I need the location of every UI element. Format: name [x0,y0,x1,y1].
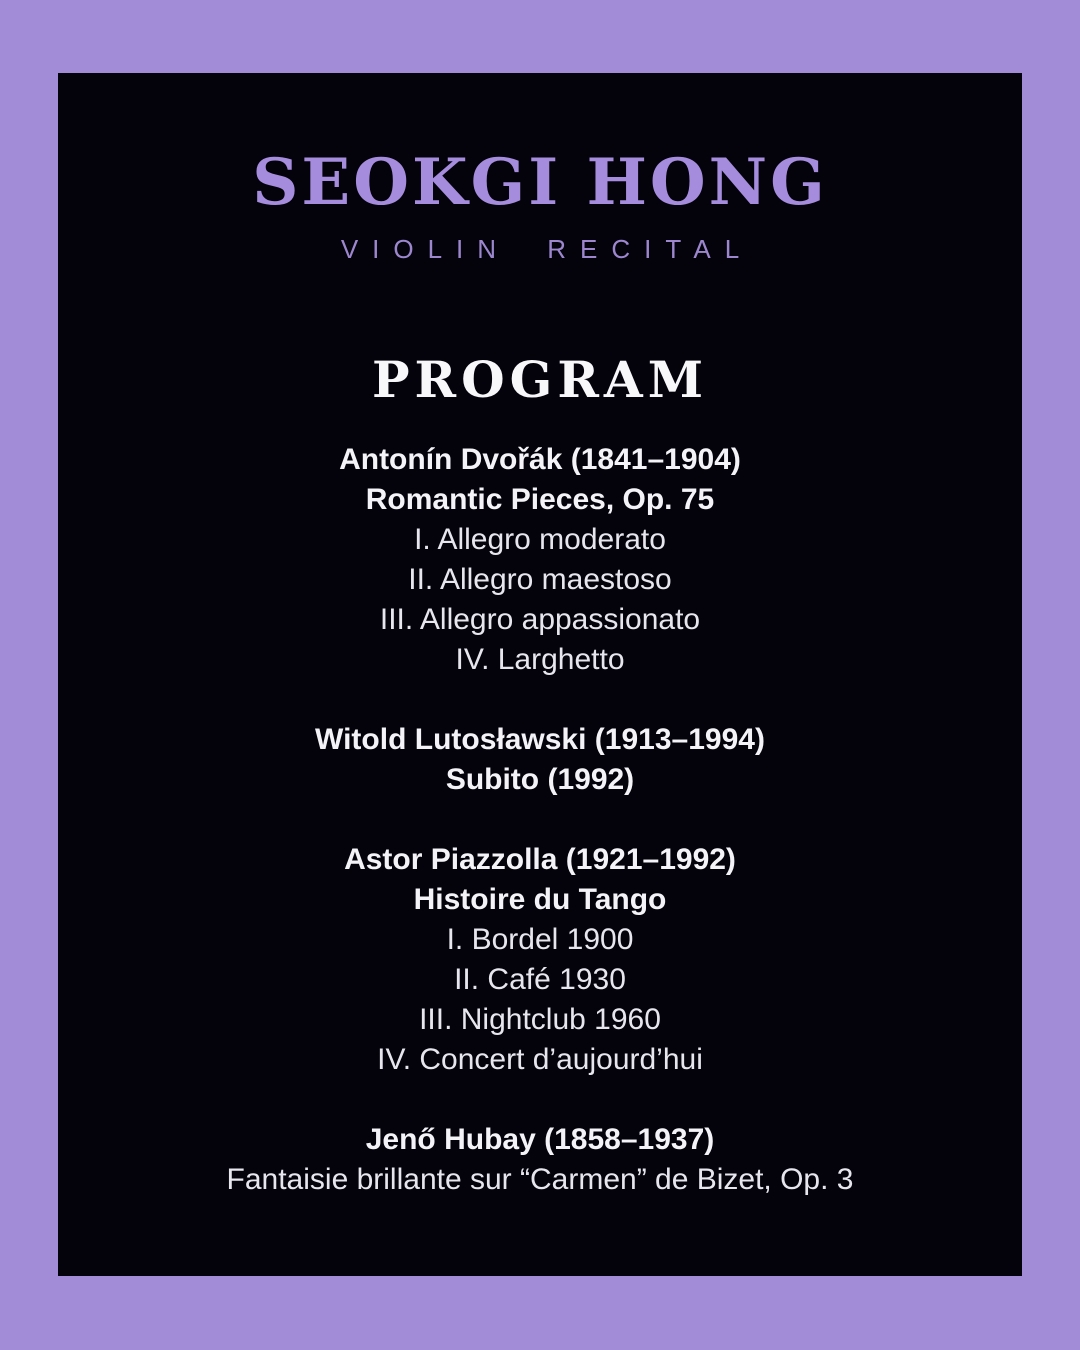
composer-line: Jenő Hubay (1858–1937) [365,1123,715,1157]
movement-line: I. Bordel 1900 [446,923,634,957]
program-block [227,440,854,680]
movement-line: II. Allegro maestoso [408,563,672,597]
program-list [227,440,854,1200]
movement-line: III. Nightclub 1960 [419,1003,661,1037]
composer-line: Astor Piazzolla (1921–1992) [344,843,736,877]
movement-line: IV. Concert d’aujourd’hui [377,1043,703,1077]
composer-line: Witold Lutosławski (1913–1994) [315,723,765,757]
movement-line: I. Allegro moderato [414,523,666,557]
work-title-line: Subito (1992) [445,763,635,797]
work-title-line: Fantaisie brillante sur “Carmen” de Bizet, Op. 3 [226,1163,854,1197]
poster-panel [58,73,1022,1276]
program-heading: PROGRAM [371,350,709,410]
movement-line: II. Café 1930 [454,963,626,997]
program-block [227,840,854,1080]
program-block [227,1120,854,1200]
composer-line: Antonín Dvořák (1841–1904) [339,443,741,477]
work-title-line: Romantic Pieces, Op. 75 [365,483,715,517]
program-block [227,720,854,800]
movement-line: IV. Larghetto [455,643,625,677]
artist-name: SEOKGI HONG [252,145,828,220]
recital-subtitle: VIOLIN RECITAL [340,234,754,265]
work-title-line: Histoire du Tango [413,883,667,917]
movement-line: III. Allegro appassionato [379,603,701,637]
